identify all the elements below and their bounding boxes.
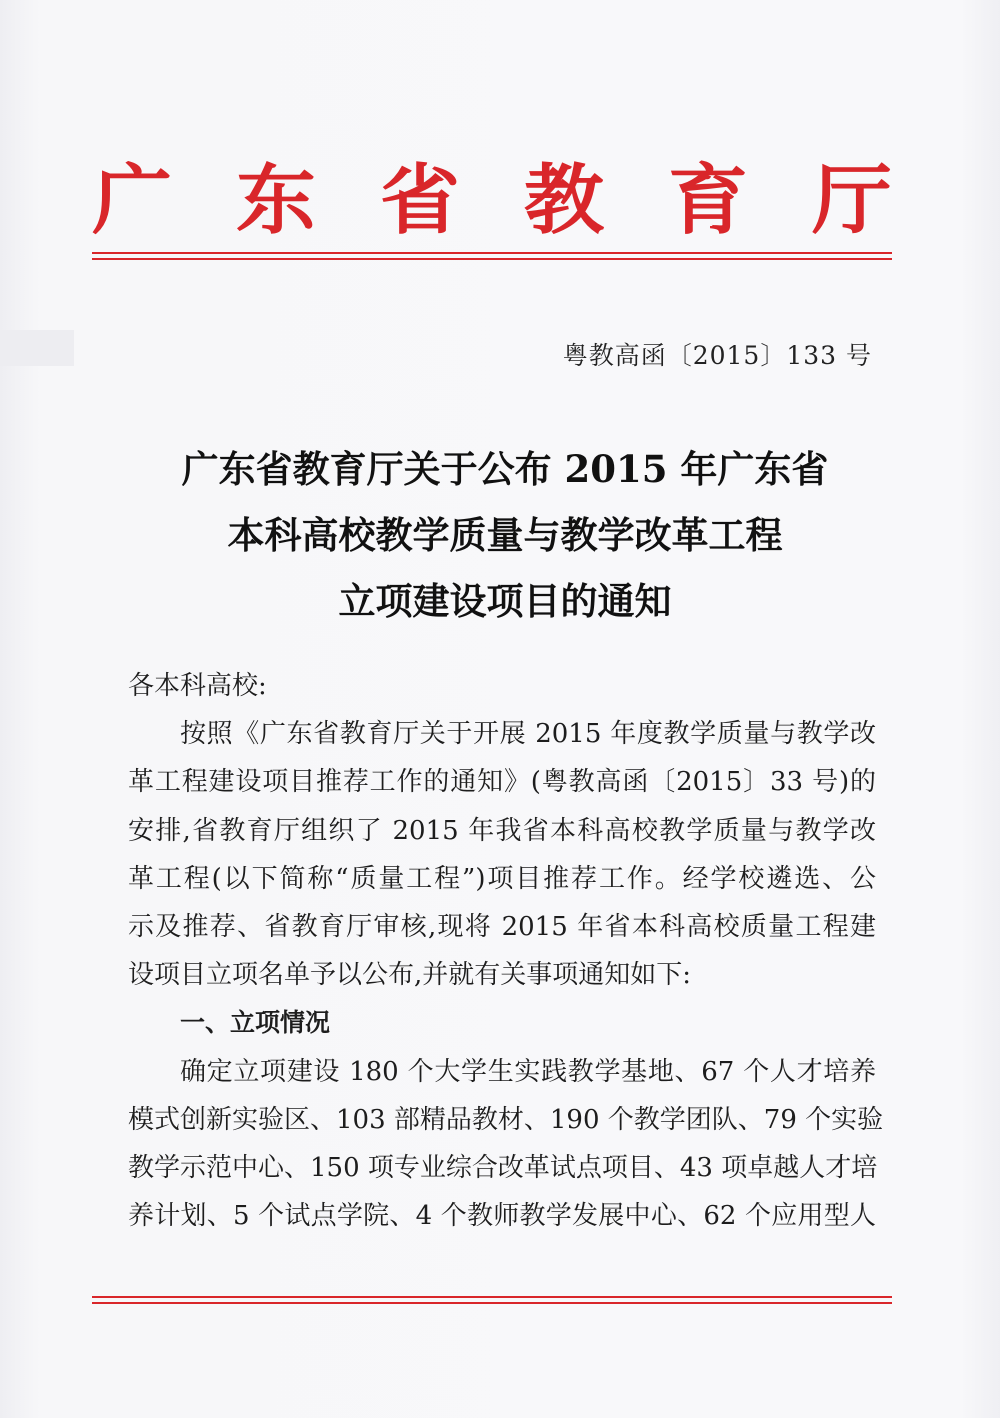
letterhead-char: 厅 (812, 155, 892, 245)
letterhead-divider (92, 258, 892, 260)
paragraph-line: 革工程建设项目推荐工作的通知》(粤教高函〔2015〕33 号)的 (128, 767, 876, 798)
document-title (100, 436, 910, 634)
letterhead (92, 150, 892, 250)
title-line: 广东省教育厅关于公布 2015 年广东省 (181, 447, 829, 491)
document-body (128, 662, 884, 1240)
paragraph-line: 革工程(以下简称“质量工程”)项目推荐工作。经学校遴选、公 (128, 863, 876, 894)
paragraph-line: 模式创新实验区、103 部精品教材、190 个教学团队、79 个实验 (128, 1104, 884, 1135)
paragraph-line: 设项目立项名单予以公布,并就有关事项通知如下: (128, 960, 692, 991)
letterhead-char: 省 (380, 155, 460, 245)
section-heading: 一、立项情况 (180, 1008, 331, 1038)
letterhead-char: 教 (524, 155, 604, 245)
letterhead-char: 育 (668, 155, 748, 245)
document-number: 粤教高函〔2015〕133 号 (562, 341, 872, 370)
salutation: 各本科高校: (128, 671, 267, 701)
scan-artifact (0, 330, 74, 366)
letterhead-divider (92, 252, 892, 254)
paragraph-line: 教学示范中心、150 项专业综合改革试点项目、43 项卓越人才培 (128, 1153, 878, 1184)
paragraph-line: 确定立项建设 180 个大学生实践教学基地、67 个人才培养 (180, 1056, 876, 1087)
paragraph-line: 示及推荐、省教育厅审核,现将 2015 年省本科高校质量工程建 (128, 912, 876, 943)
letterhead-char: 广 (92, 155, 172, 245)
title-line: 立项建设项目的通知 (338, 579, 672, 623)
letterhead-char: 东 (236, 155, 316, 245)
paragraph-line: 安排,省教育厅组织了 2015 年我省本科高校教学质量与教学改 (128, 815, 876, 846)
footer-divider (92, 1296, 892, 1298)
footer-divider (92, 1302, 892, 1304)
paragraph-line: 按照《广东省教育厅关于开展 2015 年度教学质量与教学改 (180, 719, 876, 750)
paragraph-line: 养计划、5 个试点学院、4 个教师教学发展中心、62 个应用型人 (128, 1201, 876, 1232)
title-line: 本科高校教学质量与教学改革工程 (227, 513, 783, 557)
